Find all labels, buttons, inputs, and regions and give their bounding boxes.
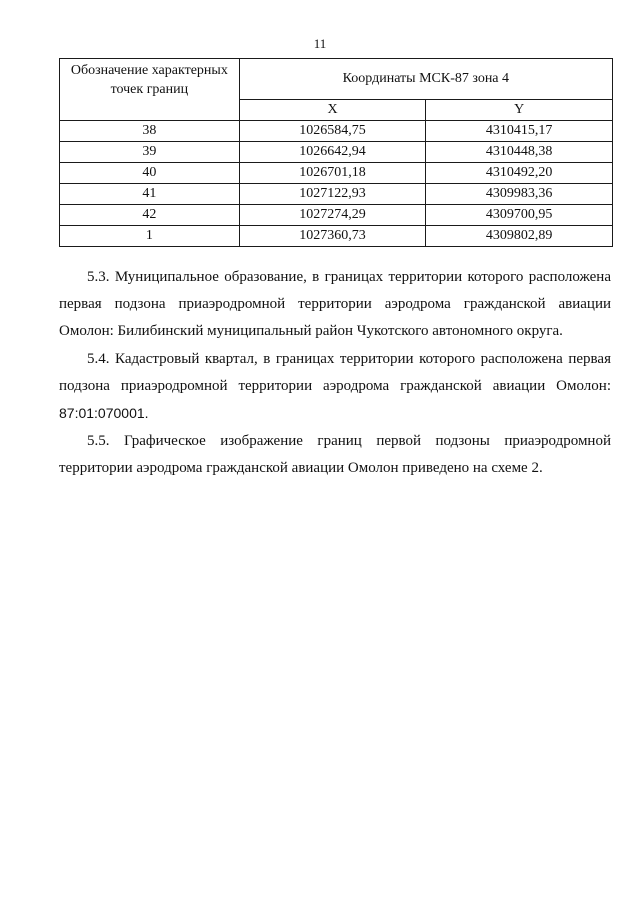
table-row	[60, 226, 613, 247]
table-row	[60, 184, 613, 205]
header-point-label: Обозначение характерных точек границ	[60, 59, 240, 121]
header-y: Y	[426, 99, 613, 120]
cell-x: 1026642,94	[239, 142, 426, 163]
cadastral-code: 87:01:070001.	[59, 405, 149, 421]
cell-x: 1026584,75	[239, 121, 426, 142]
header-coords-title: Координаты МСК-87 зона 4	[239, 59, 612, 100]
cell-point: 1	[60, 226, 240, 247]
table-row	[60, 205, 613, 226]
cell-y: 4310448,38	[426, 142, 613, 163]
cell-point: 42	[60, 205, 240, 226]
cell-x: 1027360,73	[239, 226, 426, 247]
cell-y: 4310415,17	[426, 121, 613, 142]
paragraph-5-5: 5.5. Графическое изображение границ первой подзоны приаэродромной территории аэродрома гражданской авиации Омолон приведено на схеме 2.	[59, 433, 611, 476]
table-row	[60, 121, 613, 142]
cell-x: 1027274,29	[239, 205, 426, 226]
paragraph-5-4-text: 5.4. Кадастровый квартал, в границах территории которого расположена первая подзона приаэродромной территории аэродрома гражданской авиации Омолон:	[59, 351, 611, 394]
table-row	[60, 142, 613, 163]
cell-y: 4309700,95	[426, 205, 613, 226]
paragraph-5-3: 5.3. Муниципальное образование, в границах территории которого расположена первая подзона приаэродромной территории аэродрома гражданской авиации Омолон: Билибинский муниципальный район Чукотского автономного округа.	[59, 269, 611, 339]
cell-point: 39	[60, 142, 240, 163]
cell-point: 40	[60, 163, 240, 184]
coordinates-table	[59, 58, 613, 247]
header-x: X	[239, 99, 426, 120]
table-header-row	[60, 59, 613, 100]
cell-x: 1026701,18	[239, 163, 426, 184]
cell-point: 41	[60, 184, 240, 205]
cell-y: 4309983,36	[426, 184, 613, 205]
paragraph-5-4	[59, 346, 611, 428]
cell-x: 1027122,93	[239, 184, 426, 205]
cell-point: 38	[60, 121, 240, 142]
page-number: 11	[313, 36, 327, 51]
table-row	[60, 163, 613, 184]
cell-y: 4310492,20	[426, 163, 613, 184]
cell-y: 4309802,89	[426, 226, 613, 247]
